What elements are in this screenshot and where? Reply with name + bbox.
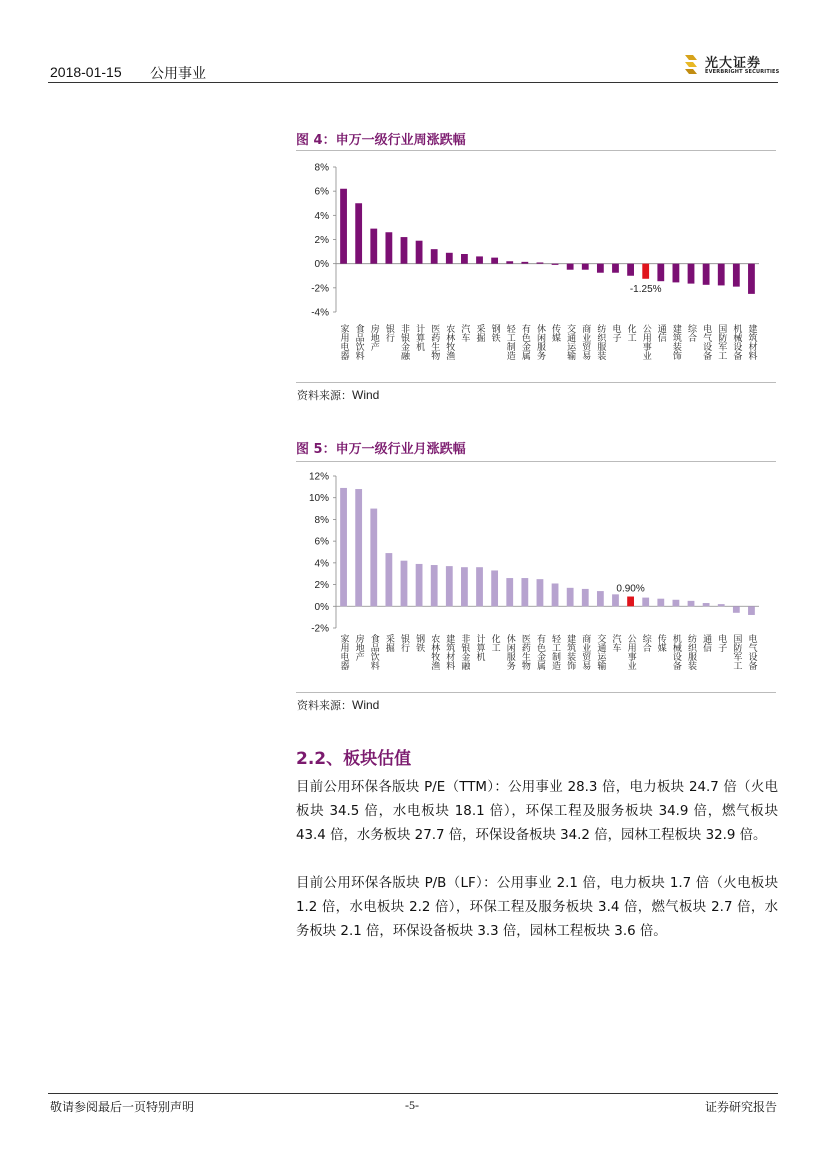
monthly-category-label: 电子: [716, 634, 727, 652]
weekly-bar: [385, 232, 392, 263]
pe-valuation-paragraph: 目前公用环保各版块 P/E（TTM）：公用事业 28.3 倍，电力板块 24.7 倍（火电板块 34.5 倍，水电板块 18.1 倍），环保工程及服务板块 34.9 倍，燃气板块 43.4 倍，水务板块 27.7 倍，环保设备板块 34.2 倍，园林工程板块 32.9 倍。: [296, 780, 778, 843]
weekly-y-tick-label: -4%: [311, 307, 329, 319]
monthly-category-label: 传媒: [655, 634, 666, 652]
figure4-source-value: Wind: [352, 388, 380, 402]
monthly-category-label: 计算机: [474, 634, 485, 661]
weekly-category-label: 休闲服务: [534, 324, 545, 360]
monthly-bar: [476, 567, 483, 606]
monthly-bar: [657, 599, 664, 607]
monthly-category-label: 国防军工: [731, 634, 742, 670]
weekly-bar: [431, 249, 438, 264]
report-sector: 公用事业: [150, 66, 206, 82]
weekly-y-tick-label: 4%: [314, 210, 329, 222]
weekly-bar: [370, 229, 377, 264]
weekly-category-label: 化工: [625, 324, 636, 342]
figure5-source-value: Wind: [352, 698, 380, 712]
weekly-category-label: 建筑材料: [746, 324, 757, 360]
weekly-bar: [446, 253, 453, 264]
company-logo: [683, 52, 779, 78]
monthly-y-tick-label: 10%: [308, 493, 329, 505]
monthly-bar: [446, 566, 453, 606]
logo-english-name: EVERBRIGHT SECURITIES: [705, 69, 780, 75]
weekly-bar: [703, 264, 710, 285]
figure5-chart-frame: [296, 461, 776, 693]
monthly-category-label: 银行: [398, 634, 409, 652]
monthly-category-label: 轻工制造: [550, 634, 561, 670]
monthly-category-label: 机械设备: [670, 634, 681, 670]
weekly-category-label: 传媒: [550, 324, 561, 342]
monthly-category-label: 纺织服装: [686, 634, 697, 670]
monthly-bar: [703, 603, 710, 606]
monthly-category-label: 电气设备: [746, 634, 757, 670]
monthly-y-tick-label: -2%: [311, 623, 329, 635]
weekly-bar: [461, 254, 468, 264]
figure5-title: 图 5：申万一级行业月涨跌幅: [296, 442, 466, 457]
monthly-bar: [597, 591, 604, 606]
header-divider: [48, 82, 778, 83]
monthly-bar: [385, 553, 392, 606]
monthly-bar: [642, 598, 649, 607]
monthly-highlight-label: 0.90%: [616, 583, 645, 595]
monthly-y-tick-label: 8%: [314, 514, 329, 526]
weekly-category-label: 电子: [610, 324, 621, 342]
monthly-bar: [673, 600, 680, 607]
figure4-chart-frame: [296, 150, 776, 383]
monthly-category-label: 综合: [640, 634, 651, 652]
monthly-bar: [521, 578, 528, 606]
weekly-bar: [401, 237, 408, 264]
monthly-category-label: 通信: [701, 634, 712, 652]
weekly-category-label: 通信: [655, 324, 666, 342]
weekly-highlight-label: -1.25%: [629, 283, 662, 295]
monthly-category-label: 建筑装饰: [565, 634, 576, 670]
weekly-bar: [340, 189, 347, 264]
weekly-category-label: 轻工制造: [504, 324, 515, 360]
monthly-bar: [340, 488, 347, 606]
monthly-y-tick-label: 12%: [308, 471, 329, 483]
monthly-category-label: 家用电器: [338, 634, 349, 670]
page-number: -5-: [405, 1098, 419, 1112]
monthly-bar: [431, 565, 438, 606]
weekly-category-label: 电气设备: [701, 324, 712, 360]
monthly-category-label: 汽车: [610, 634, 621, 652]
weekly-bar: [416, 241, 423, 264]
weekly-category-label: 机械设备: [731, 324, 742, 360]
weekly-change-bar-chart: [296, 151, 776, 382]
footer-disclaimer: 敬请参阅最后一页特别声明: [50, 1100, 195, 1114]
monthly-y-tick-label: 0%: [314, 601, 329, 613]
weekly-bar: [642, 264, 649, 279]
weekly-bar: [688, 264, 695, 284]
weekly-category-label: 商业贸易: [580, 324, 591, 360]
monthly-category-label: 有色金属: [534, 634, 545, 670]
weekly-category-label: 钢铁: [489, 324, 500, 342]
monthly-bar: [688, 601, 695, 606]
weekly-bar: [552, 264, 559, 265]
weekly-category-label: 房地产: [368, 324, 379, 351]
weekly-category-label: 医药生物: [429, 324, 440, 360]
weekly-category-label: 有色金属: [519, 324, 530, 360]
monthly-y-tick-label: 4%: [314, 558, 329, 570]
weekly-y-tick-label: 8%: [314, 162, 329, 174]
weekly-bar: [567, 264, 574, 270]
monthly-category-label: 农林牧渔: [429, 634, 440, 670]
figure5-source-label: 资料来源：: [297, 699, 352, 712]
weekly-y-tick-label: 2%: [314, 235, 329, 246]
weekly-bar: [657, 264, 664, 282]
weekly-bar: [491, 258, 498, 264]
monthly-bar: [582, 589, 589, 606]
report-date: 2018-01-15: [50, 64, 122, 80]
weekly-category-label: 交通运输: [565, 324, 576, 360]
weekly-bar: [355, 203, 362, 263]
weekly-y-tick-label: 0%: [314, 259, 329, 271]
pb-valuation-paragraph: 目前公用环保各版块 P/B（LF）：公用事业 2.1 倍，电力板块 1.7 倍（火电板块 1.2 倍，水电板块 2.2 倍），环保工程及服务板块 3.4 倍，燃气板块 2.7 倍，水务板块 2.1 倍，环保设备板块 3.3 倍，园林工程板块 3.6 倍。: [296, 876, 778, 939]
monthly-category-label: 化工: [489, 634, 500, 652]
monthly-category-label: 交通运输: [595, 634, 606, 670]
weekly-bar: [521, 262, 528, 264]
weekly-category-label: 采掘: [474, 324, 485, 342]
figure4-title: 图 4：申万一级行业周涨跌幅: [296, 133, 466, 148]
monthly-category-label: 非银金融: [459, 634, 470, 670]
footer-divider: [48, 1093, 778, 1094]
monthly-bar: [567, 588, 574, 606]
monthly-category-label: 房地产: [353, 634, 364, 661]
figure4-source-label: 资料来源：: [297, 389, 352, 402]
weekly-category-label: 公用事业: [640, 324, 651, 360]
monthly-bar: [370, 509, 377, 607]
figure5-source: [297, 697, 379, 713]
weekly-category-label: 农林牧渔: [444, 324, 455, 360]
weekly-category-label: 银行: [383, 324, 394, 342]
monthly-bar: [612, 594, 619, 606]
monthly-bar: [627, 597, 634, 607]
logo-mark-icon: [683, 54, 699, 76]
weekly-bar: [748, 264, 755, 294]
weekly-bar: [537, 262, 544, 263]
monthly-category-label: 公用事业: [625, 634, 636, 670]
monthly-bar: [733, 606, 740, 613]
weekly-y-tick-label: -2%: [311, 283, 329, 295]
section-heading: 2.2、板块估值: [296, 749, 412, 769]
monthly-category-label: 商业贸易: [580, 634, 591, 670]
monthly-category-label: 采掘: [383, 634, 394, 652]
monthly-bar: [491, 570, 498, 606]
weekly-bar: [733, 264, 740, 287]
weekly-bar: [627, 264, 634, 276]
monthly-category-label: 医药生物: [519, 634, 530, 670]
monthly-category-label: 钢铁: [414, 634, 425, 652]
weekly-bar: [476, 256, 483, 263]
monthly-bar: [416, 564, 423, 606]
weekly-bar: [506, 261, 513, 263]
monthly-y-tick-label: 2%: [314, 580, 329, 592]
monthly-category-label: 休闲服务: [504, 634, 515, 670]
weekly-bar: [673, 264, 680, 283]
monthly-bar: [748, 606, 755, 615]
monthly-category-label: 建筑材料: [444, 634, 455, 670]
weekly-category-label: 食品饮料: [353, 324, 364, 360]
figure4-source: [297, 387, 379, 403]
weekly-bar: [612, 264, 619, 273]
footer-report-type: 证券研究报告: [704, 1100, 777, 1114]
weekly-y-tick-label: 6%: [314, 186, 329, 198]
weekly-category-label: 纺织服装: [595, 324, 606, 360]
weekly-category-label: 计算机: [414, 324, 425, 351]
weekly-category-label: 建筑装饰: [670, 324, 681, 360]
weekly-category-label: 家用电器: [338, 324, 349, 360]
monthly-bar: [537, 579, 544, 606]
weekly-category-label: 汽车: [459, 324, 470, 342]
monthly-bar: [355, 489, 362, 606]
weekly-bar: [597, 264, 604, 273]
monthly-bar: [552, 583, 559, 606]
monthly-bar: [461, 567, 468, 606]
monthly-change-bar-chart: [296, 462, 776, 692]
logo-chinese-name: 光大证券: [705, 56, 762, 71]
monthly-y-tick-label: 6%: [314, 536, 329, 548]
monthly-bar: [401, 561, 408, 607]
weekly-bar: [718, 264, 725, 286]
weekly-category-label: 综合: [686, 324, 697, 342]
weekly-bar: [582, 264, 589, 270]
monthly-category-label: 食品饮料: [368, 634, 379, 670]
monthly-bar: [718, 604, 725, 606]
weekly-category-label: 非银金融: [398, 324, 409, 360]
weekly-category-label: 国防军工: [716, 324, 727, 360]
monthly-bar: [506, 578, 513, 606]
